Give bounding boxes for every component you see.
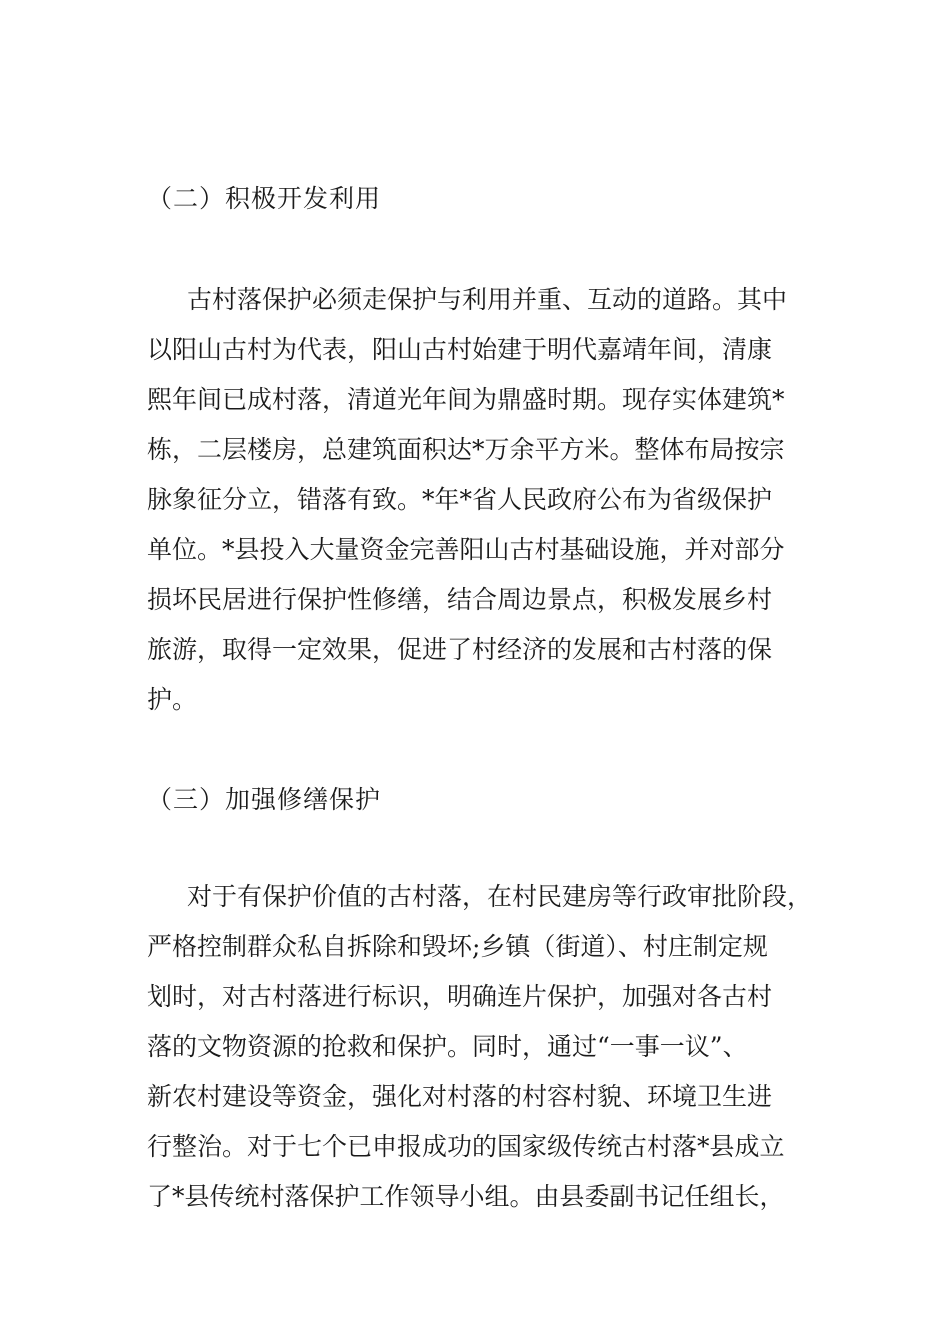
paragraph-line: 旅游，取得一定效果，促进了村经济的发展和古村落的保	[147, 635, 773, 664]
section-heading-2: （二）积极开发利用	[147, 184, 382, 213]
paragraph-line: 落的文物资源的抢救和保护。同时，通过“一事一议”、	[147, 1032, 748, 1061]
paragraph-line: 严格控制群众私自拆除和毁坏;乡镇（街道）、村庄制定规	[147, 932, 768, 961]
paragraph-line: 了*县传统村落保护工作领导小组。由县委副书记任组长，	[147, 1182, 785, 1211]
paragraph-line: 单位。*县投入大量资金完善阳山古村基础设施，并对部分	[147, 535, 785, 564]
section-paragraph-2	[147, 275, 827, 725]
section-paragraph-3	[147, 872, 827, 1222]
section-heading-3: （三）加强修缮保护	[147, 785, 382, 814]
paragraph-line: 熙年间已成村落，清道光年间为鼎盛时期。现存实体建筑*	[147, 385, 785, 414]
paragraph-line: 脉象征分立，错落有致。*年*省人民政府公布为省级保护	[147, 485, 773, 514]
paragraph-line: 古村落保护必须走保护与利用并重、互动的道路。其中	[187, 285, 788, 314]
paragraph-line: 对于有保护价值的古村落，在村民建房等行政审批阶段，	[187, 882, 813, 911]
paragraph-line: 行整治。对于七个已申报成功的国家级传统古村落*县成立	[147, 1132, 785, 1161]
paragraph-line: 新农村建设等资金，强化对村落的村容村貌、环境卫生进	[147, 1082, 773, 1111]
paragraph-line: 护。	[147, 685, 198, 714]
paragraph-line: 以阳山古村为代表，阳山古村始建于明代嘉靖年间，清康	[147, 335, 773, 364]
paragraph-line: 划时，对古村落进行标识，明确连片保护，加强对各古村	[147, 982, 773, 1011]
paragraph-line: 损坏民居进行保护性修缮，结合周边景点，积极发展乡村	[147, 585, 773, 614]
paragraph-line: 栋，二层楼房，总建筑面积达*万余平方米。整体布局按宗	[147, 435, 785, 464]
